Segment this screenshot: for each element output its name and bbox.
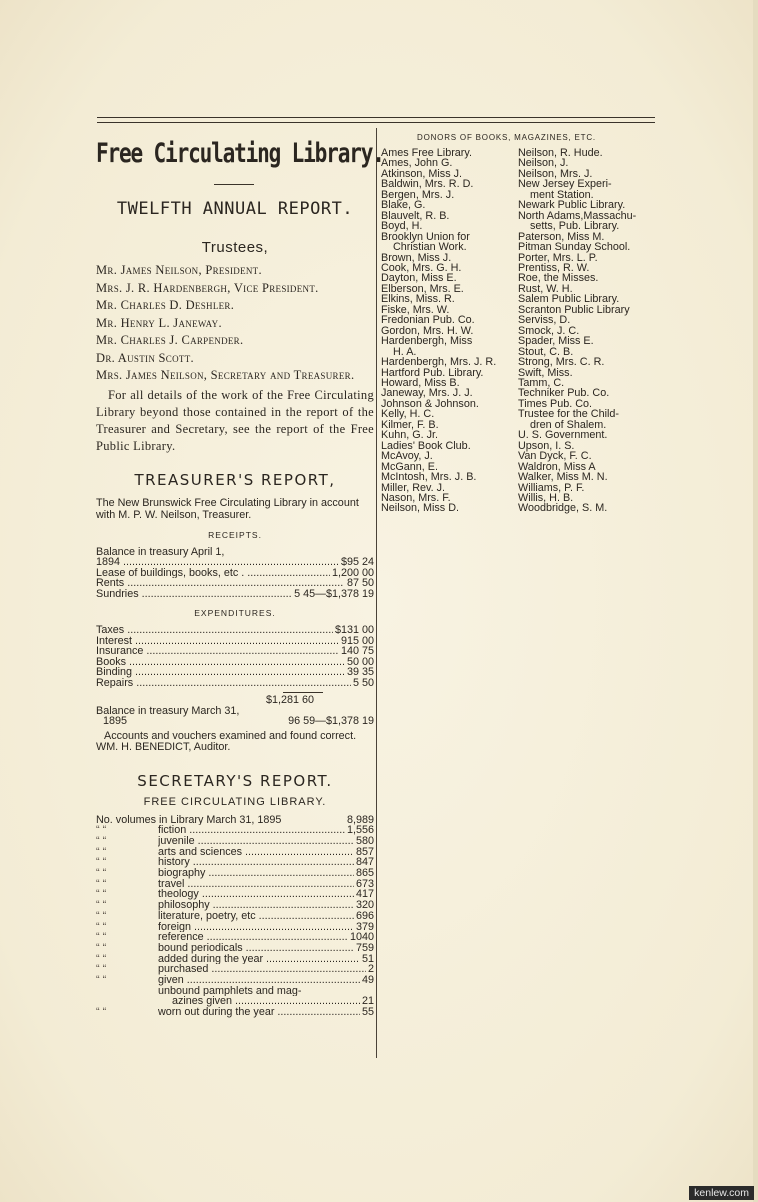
receipts-heading: RECEIPTS. [208,529,262,540]
receipts-table [96,547,374,600]
stats-row [96,836,374,847]
ledger-amount: $95 24 [340,557,374,568]
ledger-row [96,646,374,657]
trustee-item: Mr. Charles D. Deshler. [96,298,235,312]
donor-entry: U. S. Government. [518,429,608,442]
trustee-item: Mr. James Neilson, President. [96,263,262,277]
ledger-amount: 5 45—$1,378 19 [294,588,374,599]
auditor-note: Accounts and vouchers examined and found correct. WM. H. BENEDICT, Auditor. [96,729,357,753]
ditto-marks: “ “ [96,1007,107,1018]
ditto-marks: “ “ [96,953,107,965]
donor-entry: Elberson, Mrs. E. [381,282,464,295]
donor-entry: Neilson, J. [518,157,569,170]
stats-amount: 673 [355,878,374,890]
donor-entry: Fredonian Pub. Co. [381,314,475,327]
ledger-label: Books ..... [96,657,345,668]
stats-amount: 21 [361,996,374,1008]
ledger-row [96,636,374,647]
ledger-amount: $131 00 [334,625,374,636]
donor-entry: Miller, Rev. J. [381,481,445,494]
ledger-label: Taxes ..... [96,625,333,636]
volumes-table [96,815,374,1018]
ledger-label: Lease of buildings, books, etc . ..... [96,568,330,579]
donor-entry: Neilson, Miss D. [381,502,459,515]
donor-entry: Williams, P. F. [518,481,585,494]
donor-entry: Pitman Sunday School. [518,241,631,254]
trustee-item: Mrs. J. R. Hardenbergh, Vice President. [96,280,319,295]
stats-row [96,857,374,868]
stats-amount: 8,989 [346,814,374,826]
ledger-row [96,716,374,727]
ledger-row [96,557,374,568]
stats-label: given ..... [158,975,360,986]
ledger-label: Interest ..... [96,636,339,647]
stats-label: philosophy ..... [158,900,354,911]
donors-list [381,148,661,514]
stats-amount: 857 [355,846,374,858]
ledger-row [96,667,374,678]
donor-entry: Bergen, Mrs. J. [381,188,455,201]
ledger-label: 1895 [103,716,128,727]
donor-entry: Boyd, H. [381,220,423,233]
ledger-label: Binding ..... [96,667,345,678]
balance-end-line: Balance in treasury March 31, [96,704,240,717]
donor-entry: Salem Public Library. [518,293,620,306]
donor-entry: Paterson, Miss M. [518,230,605,243]
donor-entry: Cook, Mrs. G. H. [381,261,462,274]
ledger-amount: 140 75 [340,646,374,657]
left-column [96,128,384,1018]
stats-row [96,868,374,879]
stats-label: azines given ..... [172,996,360,1007]
donor-entry: Porter, Mrs. L. P. [518,251,598,264]
donor-entry: Trustee for the Child- [518,408,620,421]
ledger-row [96,578,374,589]
ledger-label: Insurance ..... [96,646,339,657]
donor-entry: Ames Free Library. [381,147,472,159]
ditto-marks: “ “ [96,825,107,836]
donor-entry: McIntosh, Mrs. J. B. [381,471,477,484]
donor-entry: H. A. [381,345,417,358]
expenditures-table [96,625,374,727]
stats-row [96,847,374,858]
trustees-heading: Trustees, [201,239,269,256]
donor-entry: Stout, C. B. [518,345,574,358]
stats-label: theology ..... [158,889,354,900]
stats-label: fiction ..... [158,825,345,836]
ledger-amount: 1,200 00 [331,567,374,578]
donor-entry: McGann, E. [381,460,439,473]
donor-entry: Neilson, Mrs. J. [518,167,593,180]
ditto-marks: “ “ [96,835,107,847]
ditto-marks: “ “ [96,900,107,911]
stats-amount: 1040 [349,932,374,943]
stats-label: No. volumes in Library March 31, 1895 [96,814,282,826]
stats-row [96,889,374,900]
report-subtitle: TWELFTH ANNUAL REPORT. [116,199,354,219]
ditto-marks: “ “ [96,857,107,869]
ditto-marks: “ “ [96,942,107,954]
ditto-marks: “ “ [96,878,107,890]
ledger-amount: 5 50 [352,677,374,688]
stats-label: foreign ..... [158,922,354,933]
donor-entry: Woodbridge, S. M. [518,502,608,515]
stats-row [96,922,374,933]
stats-amount: 847 [355,857,374,869]
ditto-marks: “ “ [96,910,107,922]
stats-row [96,964,374,975]
stats-amount: 1,556 [346,825,374,836]
donor-entry: Kilmer, F. B. [381,418,439,431]
ledger-row [96,568,374,579]
stats-amount: 49 [361,975,374,986]
secretary-report-heading: SECRETARY'S REPORT. [137,771,333,790]
ledger-row [96,657,374,668]
trustee-item: Mr. Charles J. Carpender. [96,333,244,347]
ditto-marks: “ “ [96,868,107,879]
stats-label: reference ..... [158,932,348,943]
ditto-marks: “ “ [96,932,107,943]
stats-label: bound periodicals ..... [158,943,354,954]
right-column [381,133,661,514]
title-rule [214,184,254,185]
ledger-amount: 915 00 [340,635,374,646]
expenditures-heading: EXPENDITURES. [194,608,276,618]
stats-label: history ..... [158,857,354,868]
stats-row [96,911,374,922]
donor-entry: setts, Pub. Library. [518,220,620,233]
donor-entry: Johnson & Johnson. [381,397,479,410]
donor-entry: Upson, I. S. [518,439,575,452]
donor-entry: Howard, Miss B. [381,376,460,389]
donor-entry: Hardenbergh, Miss [381,335,473,348]
donors-heading: DONORS OF BOOKS, MAGAZINES, ETC. [417,133,596,142]
donor-entry: Dayton, Miss E. [381,272,457,285]
donor-entry: Atkinson, Miss J. [381,167,462,180]
page-edge [753,0,758,1202]
donor-entry: Christian Work. [381,241,467,254]
details-paragraph: For all details of the work of the Free Circulating Library beyond those contained in the report of the Treasurer and Secretary, see the report of the Free Public Library. [96,387,374,453]
ledger-amount: 50 00 [346,656,374,667]
donor-entry: Ames, John G. [381,157,453,170]
stats-amount: 2 [367,964,374,976]
ledger-amount: 39 35 [346,667,374,678]
stats-row [96,943,374,954]
ledger-label: Sundries ..... [96,589,292,600]
stats-label: juvenile ..... [158,836,354,847]
donor-entry: Hartford Pub. Library. [381,366,484,379]
donor-entry: Willis, H. B. [518,491,574,504]
stats-amount: 55 [361,1007,374,1018]
stats-label: arts and sciences ..... [158,847,354,858]
stats-label: biography ..... [158,868,354,879]
trustee-item: Mr. Henry L. Janeway. [96,315,222,330]
donor-entry: Hardenbergh, Mrs. J. R. [381,356,497,369]
stats-amount: 51 [361,953,374,965]
donors-column-1 [381,148,518,514]
ledger-amount: 96 59—$1,378 19 [288,716,374,727]
donor-entry: Techniker Pub. Co. [518,387,610,400]
donor-entry: Neilson, R. Hude. [518,147,603,159]
donor-entry: Kelly, H. C. [381,408,435,421]
donor-entry: New Jersey Experi- [518,178,612,191]
ledger-row [96,678,374,689]
donor-entry: Spader, Miss E. [518,335,594,348]
donor-entry: Elkins, Miss. R. [381,293,455,306]
trustee-item: Dr. Austin Scott. [96,350,194,365]
stats-row [96,879,374,890]
donor-entry: Walker, Miss M. N. [518,471,608,484]
stats-label: literature, poetry, etc ..... [158,911,354,922]
donor-entry: Scranton Public Library [518,303,630,316]
ledger-label: Repairs ..... [96,678,351,689]
ditto-marks: “ “ [96,964,107,976]
stats-label: added during the year ..... [158,954,360,965]
watermark: kenlew.com [689,1186,754,1200]
stats-amount: 696 [355,910,374,922]
secretary-subheading: FREE CIRCULATING LIBRARY. [143,795,327,808]
column-divider [376,128,377,1058]
donor-entry: Rust, W. H. [518,282,573,295]
ledger-label: Rents ..... [96,578,345,589]
stats-label: unbound pamphlets and mag- [158,985,302,997]
donor-entry: Janeway, Mrs. J. J. [381,387,473,400]
donor-entry: Ladies' Book Club. [381,439,471,452]
trustee-item: Mrs. James Neilson, Secretary and Treasurer. [96,368,355,382]
donor-entry: Prentiss, R. W. [518,261,590,274]
ditto-marks: “ “ [96,975,107,986]
donor-entry: McAvoy, J. [381,450,433,463]
donor-entry: Times Pub. Co. [518,397,593,410]
stats-amount: 865 [355,868,374,879]
stats-amount: 417 [355,889,374,901]
ditto-marks: “ “ [96,921,107,933]
donor-entry: Van Dyck, F. C. [518,450,592,463]
donor-entry: Blauvelt, R. B. [381,209,450,222]
stats-amount: 379 [355,921,374,933]
stats-row [96,954,374,965]
stats-row [96,900,374,911]
donor-entry: Strong, Mrs. C. R. [518,356,605,369]
donor-entry: Blake, G. [381,199,426,212]
stats-row [96,975,374,986]
ledger-row [96,589,374,600]
donor-entry: Gordon, Mrs. H. W. [381,324,474,337]
donor-entry: Swift, Miss. [518,366,573,379]
stats-row [96,815,374,826]
ledger-row [96,625,374,636]
donor-entry: Nason, Mrs. F. [381,491,451,504]
donor-entry: Brooklyn Union for [381,230,470,243]
stats-amount: 759 [355,942,374,954]
treasurer-report-heading: TREASURER'S REPORT, [134,470,336,489]
donor-entry: Waldron, Miss A [518,460,596,473]
donor-entry: Newark Public Library. [518,199,626,212]
ledger-label: 1894 ..... [96,557,339,568]
stats-amount: 580 [355,835,374,847]
page-title: Free Circulating Library. [96,138,384,169]
stats-label: worn out during the year ..... [158,1007,360,1018]
ditto-marks: “ “ [96,846,107,858]
expenditures-total: $1,281 60 [266,694,315,706]
stats-row [96,1007,374,1018]
stats-label: purchased ..... [158,964,366,975]
donor-entry: ment Station. [518,188,594,201]
donor-entry: Kuhn, G. Jr. [381,429,439,442]
treasurer-intro: The New Brunswick Free Circulating Library in account with M. P. W. Neilson, Treasurer. [96,496,359,521]
stats-label: travel ..... [158,879,354,890]
donor-entry: Baldwin, Mrs. R. D. [381,178,474,191]
donor-entry: Fiske, Mrs. W. [381,303,450,316]
donor-entry: Tamm, C. [518,376,565,389]
trustees-list [96,262,374,385]
ditto-marks: “ “ [96,889,107,901]
donor-entry: dren of Shalem. [518,418,607,431]
stats-amount: 320 [355,900,374,911]
donor-entry: North Adams,Massachu- [518,209,637,222]
donor-entry: Smock, J. C. [518,324,580,337]
stats-row [96,986,374,997]
stats-row [96,996,374,1007]
total-rule [283,692,323,693]
stats-row [96,932,374,943]
top-double-rule [97,117,655,123]
stats-row [96,825,374,836]
donors-column-2 [518,148,636,514]
balance-start-line: Balance in treasury April 1, [96,545,225,558]
donor-entry: Brown, Miss J. [381,251,452,264]
donor-entry: Serviss, D. [518,314,571,327]
ledger-amount: 87 50 [346,578,374,589]
donor-entry: Roe, the Misses. [518,272,599,285]
